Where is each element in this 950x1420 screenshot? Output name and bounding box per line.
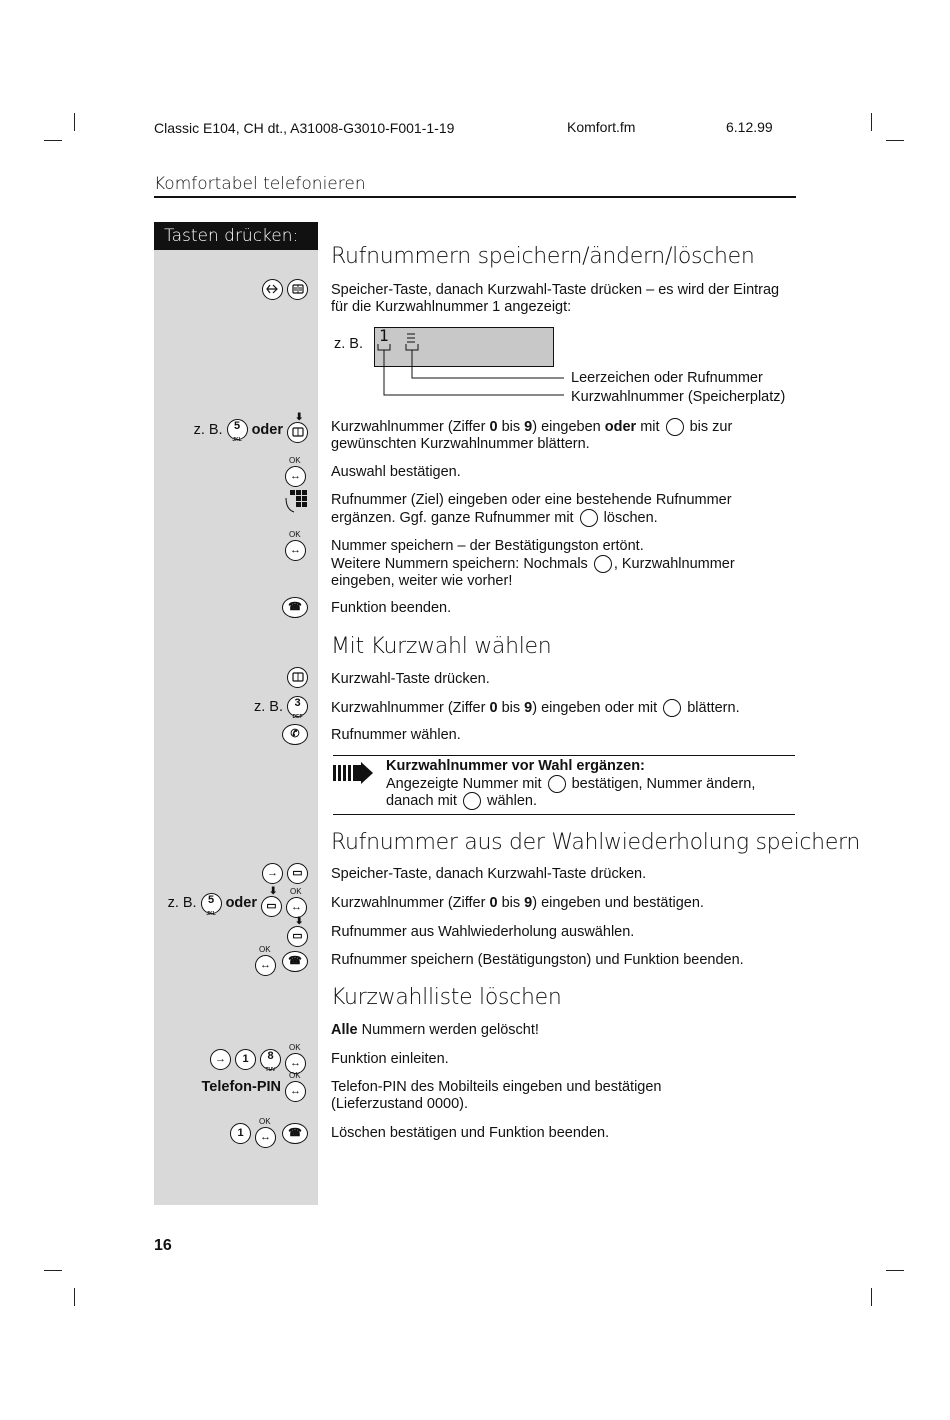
callout-label: Leerzeichen oder Rufnummer (571, 370, 763, 386)
zb-label: z. B. (334, 336, 364, 352)
arrow-down-icon: ⬇ (295, 412, 304, 423)
speed-dial-key-icon[interactable] (287, 279, 308, 300)
paragraph: (Lieferzustand 0000). (331, 1096, 469, 1112)
keypad-icon (284, 488, 308, 516)
text: danach mit (386, 792, 461, 809)
ok-label: OK (259, 1117, 271, 1126)
key-row (285, 457, 308, 487)
text: 0 (489, 699, 498, 716)
ok-key-icon (548, 775, 566, 793)
crop-mark (871, 1288, 872, 1306)
digit-5-key[interactable] (227, 419, 248, 443)
crop-mark (44, 140, 62, 141)
oder-label: oder (251, 421, 283, 438)
ok-arrows-icon: ↔ (285, 466, 306, 487)
speed-dial-key-icon (666, 418, 684, 436)
text: 9 (524, 418, 533, 435)
paragraph: Rufnummer speichern (Bestätigungston) und Funktion beenden. (331, 952, 744, 968)
text: bestätigen, Nummer ändern, (567, 775, 756, 792)
ok-label: OK (290, 887, 302, 896)
section-title: Rufnummer aus der Wahlwiederholung speichern (331, 830, 861, 855)
ok-label: OK (289, 1043, 301, 1052)
key-letters: JKL (206, 910, 216, 917)
paragraph (331, 555, 796, 590)
file-name: Komfort.fm (567, 119, 636, 135)
section-title: Rufnummern speichern/ändern/löschen (331, 244, 755, 269)
ok-label: OK (289, 530, 301, 539)
paragraph: Rufnummer aus Wahlwiederholung auswählen. (331, 924, 635, 940)
key-row (253, 696, 308, 720)
key-digit: 1 (242, 1052, 249, 1065)
key-row (282, 597, 308, 618)
text: 9 (524, 699, 533, 716)
text: bis zur gewünschten Kurzwahlnummer blättern. (331, 418, 733, 452)
crop-mark (886, 140, 904, 141)
note-text (386, 775, 755, 793)
text: ) eingeben (532, 418, 605, 435)
ok-key[interactable] (285, 531, 308, 561)
end-call-key-icon[interactable]: ☎ (282, 951, 308, 972)
page-number: 16 (154, 1237, 172, 1254)
paragraph: Telefon-PIN des Mobilteils eingeben und bestätigen (331, 1079, 662, 1095)
crop-mark (44, 1270, 62, 1271)
call-key-icon[interactable]: ✆ (282, 724, 308, 745)
text: ) eingeben oder mit (532, 699, 662, 716)
paragraph: Auswahl bestätigen. (331, 464, 461, 480)
ok-arrows-icon: ↔ (285, 1081, 306, 1102)
key-row (285, 531, 308, 561)
paragraph (331, 895, 796, 912)
note-rule-bottom (333, 814, 795, 815)
ok-arrows-icon: ↔ (255, 1127, 276, 1148)
text: Nummern werden gelöscht! (357, 1022, 539, 1038)
paragraph: Funktion einleiten. (331, 1051, 449, 1067)
pin-label: Telefon-PIN (201, 1079, 281, 1095)
doc-id: Classic E104, CH dt., A31008-G3010-F001-1-19 (154, 120, 455, 136)
display-digit: 1 (379, 326, 389, 345)
ok-key-icon (594, 555, 612, 573)
note-text (386, 792, 537, 810)
tasten-label: Tasten drücken: (154, 222, 318, 250)
text: 0 (489, 418, 498, 435)
text: löschen. (599, 509, 658, 526)
key-row (230, 1118, 308, 1148)
key-digit: 5 (208, 893, 215, 906)
text: , Kurzwahlnummer eingeben, weiter wie vorher! (331, 555, 735, 589)
section-title: Mit Kurzwahl wählen (331, 634, 552, 659)
speed-dial-key-icon[interactable]: ⬇ ▭ (287, 926, 308, 947)
paragraph: Löschen bestätigen und Funktion beenden. (331, 1125, 610, 1141)
paragraph (331, 699, 796, 717)
key-digit: 1 (237, 1126, 244, 1139)
paragraph (331, 492, 796, 527)
crop-mark (871, 113, 872, 131)
chapter-title: Komfortabel telefonieren (154, 174, 366, 194)
note-title: Kurzwahlnummer vor Wahl ergänzen: (386, 758, 645, 774)
memory-key-icon[interactable]: → (262, 863, 283, 884)
chapter-rule (154, 196, 796, 198)
ok-label: OK (289, 1071, 301, 1080)
key-letters: JKL (232, 437, 242, 443)
text: Kurzwahlnummer (Ziffer (331, 699, 490, 716)
digit-1-key[interactable] (235, 1049, 256, 1070)
text: bis (497, 699, 525, 716)
speed-dial-key-icon[interactable]: ▭ (287, 863, 308, 884)
key-row (287, 916, 308, 947)
arrow-down-icon: ⬇ (269, 885, 278, 897)
speed-dial-key-icon (663, 699, 681, 717)
call-key-icon (463, 792, 481, 810)
crop-mark (886, 1270, 904, 1271)
key-row (193, 412, 308, 443)
key-digit: 8 (267, 1049, 274, 1062)
key-digit: 3 (294, 697, 301, 709)
crop-mark (74, 1288, 75, 1306)
ok-key[interactable] (285, 1072, 308, 1102)
display-callout-lines (376, 330, 576, 400)
text: 0 (489, 895, 498, 911)
arrow-down-icon: ⬇ (295, 916, 304, 927)
text: Kurzwahlnummer (Ziffer (331, 895, 490, 911)
text: Alle (331, 1022, 358, 1038)
paragraph: Speicher-Taste, danach Kurzwahl-Taste drücken – es wird der Eintrag für die Kurzwahlnummer 1 angezeigt: (331, 282, 780, 315)
key-row (255, 946, 308, 976)
key-row (167, 885, 309, 918)
text: mit (636, 418, 664, 435)
text: blättern. (683, 699, 740, 716)
key-row (287, 667, 308, 688)
ok-key[interactable] (255, 1118, 278, 1148)
zb-label: z. B. (167, 895, 197, 911)
ok-label: OK (289, 456, 301, 465)
key-row (262, 863, 308, 884)
digit-3-key[interactable] (287, 696, 308, 720)
key-row (262, 279, 308, 300)
text: bis (497, 895, 525, 911)
text: ) eingeben und bestätigen. (532, 895, 704, 911)
text: oder (604, 418, 637, 435)
ok-key[interactable] (285, 457, 308, 487)
paragraph (331, 1022, 796, 1039)
ok-arrows-icon: ↔ (285, 1053, 306, 1074)
key-row (284, 488, 308, 516)
key-letters: TUV (265, 1066, 276, 1073)
paragraph (331, 418, 796, 453)
ok-key[interactable] (286, 888, 309, 918)
digit-8-key[interactable] (260, 1049, 281, 1073)
doc-date: 6.12.99 (726, 119, 773, 135)
ok-arrows-icon: ↔ (255, 955, 276, 976)
ok-label: OK (259, 945, 271, 954)
speed-dial-key-icon[interactable] (287, 667, 308, 688)
ok-arrows-icon: ↔ (286, 897, 307, 918)
section-title: Kurzwahlliste löschen (331, 985, 562, 1010)
paragraph: Kurzwahl-Taste drücken. (331, 671, 490, 687)
zb-label: z. B. (253, 698, 283, 715)
text: 9 (524, 895, 533, 911)
zb-label: z. B. (193, 421, 223, 438)
note-arrow-icon (333, 762, 375, 784)
key-digit: 5 (234, 420, 241, 432)
key-row (282, 724, 308, 745)
delete-key-icon (580, 509, 598, 527)
end-call-key-icon[interactable]: ☎ (282, 1123, 308, 1144)
digit-1-key[interactable] (230, 1123, 251, 1144)
text: wählen. (482, 792, 537, 809)
note-rule-top (333, 755, 795, 756)
ok-key[interactable] (285, 1044, 308, 1074)
speed-dial-key-icon[interactable] (287, 412, 308, 443)
text: Weitere Nummern speichern: Nochmals (331, 555, 592, 572)
end-call-key-icon[interactable]: ☎ (282, 597, 308, 618)
ok-key[interactable] (255, 946, 278, 976)
paragraph: Speicher-Taste, danach Kurzwahl-Taste drücken. (331, 866, 647, 882)
paragraph: Nummer speichern – der Bestätigungston ertönt. (331, 538, 644, 554)
oder-label: oder (225, 895, 257, 911)
key-letters: DEF (292, 714, 303, 720)
paragraph: Rufnummer wählen. (331, 727, 461, 743)
text: Kurzwahlnummer (Ziffer (331, 418, 490, 435)
key-row (202, 1072, 308, 1102)
paragraph: Funktion beenden. (331, 600, 452, 616)
text: Rufnummer (Ziel) eingeben oder eine bestehende Rufnummer ergänzen. Ggf. ganze Rufnummer mit (331, 492, 732, 526)
speed-dial-key-icon[interactable]: ⬇ ▭ (261, 896, 282, 917)
digit-5-key[interactable] (201, 893, 222, 917)
text: bis (497, 418, 525, 435)
ok-arrows-icon: ↔ (285, 540, 306, 561)
memory-key-icon[interactable] (262, 279, 283, 300)
key-row (210, 1044, 308, 1074)
crop-mark (74, 113, 75, 131)
memory-key-icon[interactable]: → (210, 1049, 231, 1070)
text: Angezeigte Nummer mit (386, 775, 546, 792)
callout-label: Kurzwahlnummer (Speicherplatz) (571, 389, 786, 405)
